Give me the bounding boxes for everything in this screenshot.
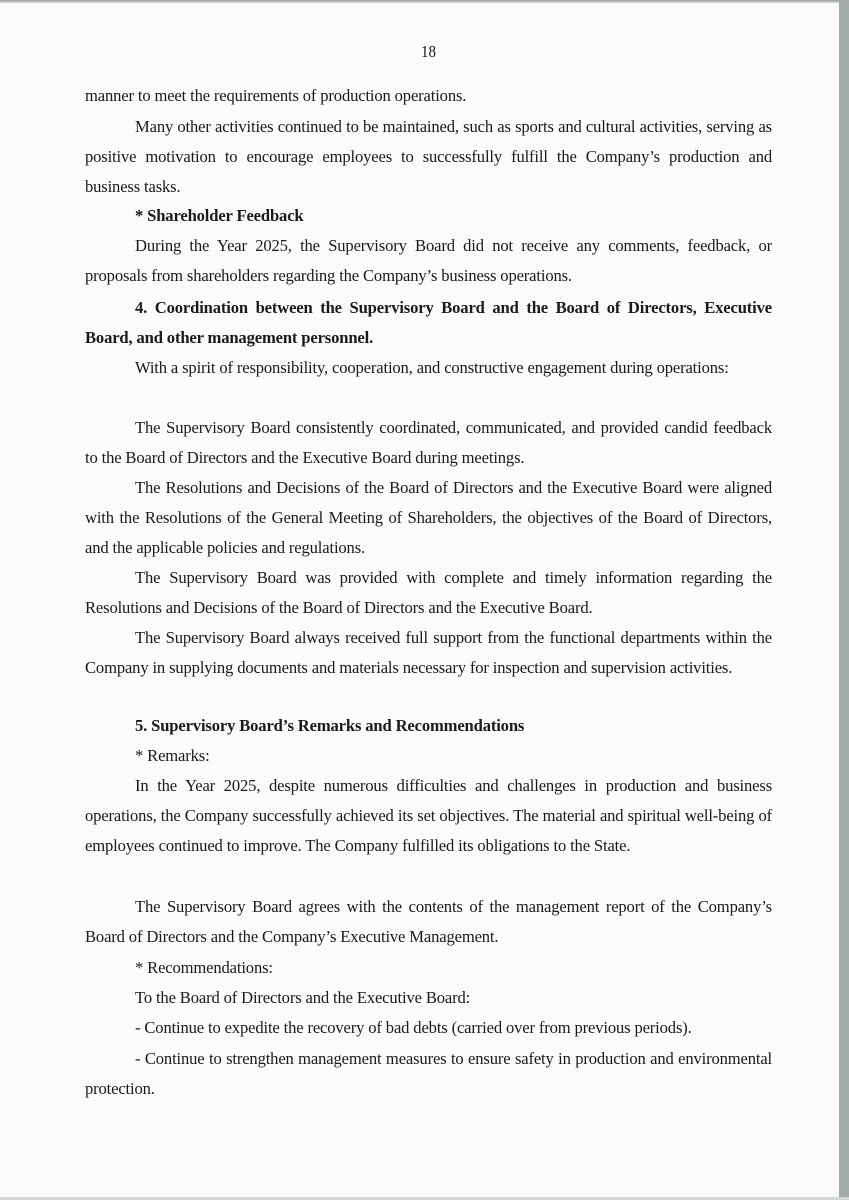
scan-top-edge bbox=[0, 0, 849, 3]
paragraph-full-support: The Supervisory Board always received full support from the functional departments within the Company in supplying documents and materials necessary for inspection and supervision activities. bbox=[85, 628, 772, 677]
scan-right-edge bbox=[839, 0, 849, 1200]
paragraph-agrees-management-report: The Supervisory Board agrees with the contents of the management report of the Company’s Board of Directors and the Company’s Executive Management. bbox=[85, 897, 772, 946]
list-item-recommendation-safety: - Continue to strengthen management measures to ensure safety in production and environmental protection. bbox=[85, 1049, 772, 1098]
faint-stamp-mark bbox=[818, 730, 832, 870]
subheading-recommendations: * Recommendations: bbox=[135, 958, 273, 977]
heading-shareholder-feedback: * Shareholder Feedback bbox=[135, 206, 304, 225]
paragraph-resolutions-aligned: The Resolutions and Decisions of the Board of Directors and the Executive Board were aligned with the Resolutions of the General Meeting of Shareholders, the objectives of the Board of Directors, and the applicable policies and regulations. bbox=[85, 478, 772, 557]
heading-section-4-coordination: 4. Coordination between the Supervisory Board and the Board of Directors, Executive Board, and other management personnel. bbox=[85, 298, 772, 347]
list-item-recommendation-bad-debts: - Continue to expedite the recovery of bad debts (carried over from previous periods). bbox=[135, 1018, 692, 1037]
page-number: 18 bbox=[421, 42, 436, 61]
paragraph-year-2025-remarks: In the Year 2025, despite numerous difficulties and challenges in production and business operations, the Company successfully achieved its set objectives. The material and spiritual well-being of employees continued to improve. The Company fulfilled its obligations to the State. bbox=[85, 776, 772, 855]
paragraph-spirit-of-responsibility: With a spirit of responsibility, cooperation, and constructive engagement during operations: bbox=[135, 358, 729, 377]
subheading-remarks: * Remarks: bbox=[135, 746, 210, 765]
paragraph-shareholder-feedback: During the Year 2025, the Supervisory Board did not receive any comments, feedback, or proposals from shareholders regarding the Company’s business operations. bbox=[85, 236, 772, 285]
paragraph-information-provided: The Supervisory Board was provided with complete and timely information regarding the Resolutions and Decisions of the Board of Directors and the Executive Board. bbox=[85, 568, 772, 617]
paragraph-continuation: manner to meet the requirements of production operations. bbox=[85, 86, 467, 105]
paragraph-to-board: To the Board of Directors and the Executive Board: bbox=[135, 988, 471, 1007]
paragraph-activities: Many other activities continued to be maintained, such as sports and cultural activities, serving as positive motivation to encourage employees to successfully fulfill the Company’s production and business tasks. bbox=[85, 117, 772, 196]
heading-section-5-remarks: 5. Supervisory Board’s Remarks and Recommendations bbox=[135, 716, 525, 735]
paragraph-coordinated: The Supervisory Board consistently coordinated, communicated, and provided candid feedback to the Board of Directors and the Executive Board during meetings. bbox=[85, 418, 772, 467]
